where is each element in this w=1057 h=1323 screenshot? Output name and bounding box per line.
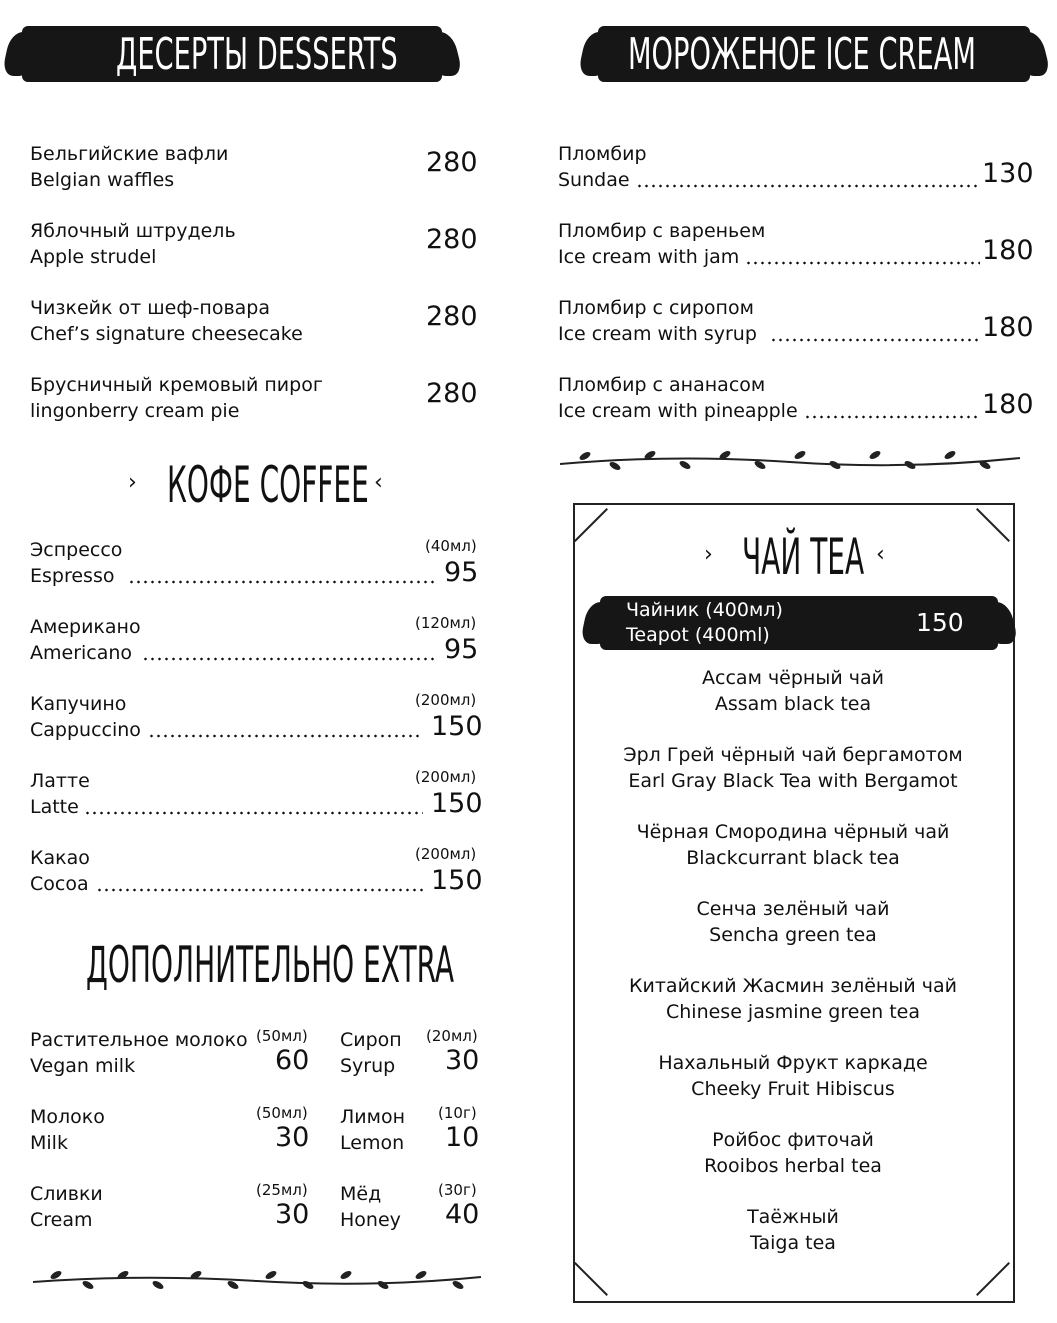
item-price: 30 (275, 1199, 310, 1230)
item-name-en: Milk (30, 1132, 68, 1154)
item-name-en: Latte (30, 796, 79, 818)
item-name-ru: Пломбир с ананасом (558, 374, 766, 396)
dot-leader (142, 657, 436, 661)
item-name-en: Espresso (30, 565, 115, 587)
item-volume: (30г) (438, 1181, 477, 1199)
extra-item (340, 1027, 402, 1079)
icecream-item (558, 141, 647, 193)
item-name-ru: Пломбир с сиропом (558, 297, 754, 319)
tea-item (575, 896, 1011, 948)
dot-leader (84, 811, 423, 815)
extra-item (340, 1104, 405, 1156)
item-price: 130 (982, 158, 1034, 189)
item-name-en: Lemon (340, 1132, 405, 1154)
item-volume: (200мл) (415, 691, 477, 709)
item-name-ru: Брусничный кремовый пирог (30, 374, 323, 396)
item-price: 95 (444, 634, 479, 665)
item-name-en: Earl Gray Black Tea with Bergamot (628, 770, 958, 792)
item-volume: (50мл) (256, 1027, 308, 1045)
item-name-ru: Мёд (340, 1183, 382, 1205)
tea-item (575, 665, 1011, 717)
item-name-ru: Ассам чёрный чай (702, 667, 884, 689)
item-volume: (20мл) (426, 1027, 478, 1045)
tea-item (575, 1127, 1011, 1179)
item-name-ru: Чизкейк от шеф-повара (30, 297, 271, 319)
item-name-en: Ice cream with pineapple (558, 400, 798, 422)
extra-item (30, 1104, 105, 1156)
icecream-item (558, 372, 798, 424)
item-price: 280 (426, 147, 478, 178)
extra-title: ДОПОЛНИТЕЛЬНО EXTRA (86, 936, 455, 994)
item-name-ru: Пломбир с вареньем (558, 220, 766, 242)
item-name-en: Syrup (340, 1055, 396, 1077)
item-price: 30 (445, 1045, 480, 1076)
coffee-item (30, 691, 141, 743)
item-name-ru: Пломбир (558, 143, 647, 165)
item-price: 180 (982, 312, 1034, 343)
item-name-ru: Чёрная Смородина чёрный чай (636, 821, 950, 843)
item-name-ru: Какао (30, 847, 90, 869)
dot-leader (636, 184, 980, 188)
tea-item (575, 1050, 1011, 1102)
item-name-ru: Китайский Жасмин зелёный чай (629, 975, 957, 997)
item-name-en: Americano (30, 642, 133, 664)
item-price: 10 (445, 1122, 480, 1153)
teapot-en: Teapot (400ml) (626, 624, 770, 646)
item-name-ru: Лимон (340, 1106, 406, 1128)
chevron-icon: › (128, 470, 137, 495)
coffee-title: КОФЕ COFFEE (167, 456, 369, 514)
item-name-ru: Эспрессо (30, 539, 123, 561)
dot-leader (745, 261, 980, 265)
tea-item (575, 1204, 1011, 1256)
tea-title: ЧАЙ TEA (742, 528, 865, 586)
item-name-en: Chinese jasmine green tea (665, 1001, 921, 1023)
item-name-ru: Растительное молоко (30, 1029, 248, 1051)
item-name-ru: Молоко (30, 1106, 105, 1128)
vine-ornament-icon (28, 1264, 486, 1294)
item-price: 280 (426, 224, 478, 255)
dot-leader (148, 734, 423, 738)
item-name-ru: Нахальный Фрукт каркаде (658, 1052, 928, 1074)
extra-item (340, 1181, 401, 1233)
item-price: 280 (426, 301, 478, 332)
item-name-en: Cheeky Fruit Hibiscus (691, 1078, 895, 1100)
item-name-en: Blackcurrant black tea (686, 847, 900, 869)
dot-leader (96, 888, 423, 892)
item-name-en: Apple strudel (30, 246, 157, 268)
item-name-ru: Эрл Грей чёрный чай бергамотом (623, 744, 963, 766)
item-volume: (25мл) (256, 1181, 308, 1199)
coffee-item (30, 537, 122, 589)
dessert-item (30, 218, 236, 270)
item-price: 150 (431, 711, 483, 742)
dot-leader (770, 338, 980, 342)
item-price: 40 (445, 1199, 480, 1230)
item-name-en: Ice cream with syrup (558, 323, 757, 345)
item-price: 30 (275, 1122, 310, 1153)
tea-item (575, 973, 1011, 1025)
item-price: 150 (431, 788, 483, 819)
item-name-en: Sencha green tea (709, 924, 877, 946)
item-volume: (40мл) (425, 537, 477, 555)
tea-item (575, 742, 1011, 794)
item-name-en: Cream (30, 1209, 93, 1231)
item-name-en: Ice cream with jam (558, 246, 740, 268)
desserts-title: ДЕСЕРТЫ DESSERTS (116, 29, 398, 80)
item-name-ru: Капучино (30, 693, 127, 715)
item-name-en: Honey (340, 1209, 401, 1231)
item-price: 60 (275, 1045, 310, 1076)
extra-item (30, 1027, 248, 1079)
item-name-en: Vegan milk (30, 1055, 136, 1077)
coffee-item (30, 845, 90, 897)
item-volume: (50мл) (256, 1104, 308, 1122)
item-name-ru: Яблочный штрудель (30, 220, 236, 242)
dessert-item (30, 295, 303, 347)
item-name-en: Taiga tea (750, 1232, 836, 1254)
dessert-item (30, 372, 323, 424)
chevron-icon: ‹ (876, 542, 885, 567)
item-name-ru: Таёжный (747, 1206, 839, 1228)
item-volume: (200мл) (415, 845, 477, 863)
item-name-en: Rooibos herbal tea (704, 1155, 882, 1177)
item-volume: (200мл) (415, 768, 477, 786)
item-name-ru: Бельгийские вафли (30, 143, 229, 165)
item-price: 280 (426, 378, 478, 409)
item-name-ru: Сенча зелёный чай (696, 898, 890, 920)
item-name-ru: Латте (30, 770, 90, 792)
item-name-ru: Ройбос фиточай (712, 1129, 874, 1151)
teapot-price: 150 (916, 608, 964, 637)
chevron-icon: ‹ (374, 470, 383, 495)
dot-leader (128, 580, 436, 584)
item-name-ru: Сливки (30, 1183, 103, 1205)
dot-leader (804, 415, 980, 419)
item-volume: (10г) (438, 1104, 477, 1122)
item-name-en: Sundae (558, 169, 630, 191)
item-name-en: Belgian waffles (30, 169, 175, 191)
tea-item (575, 819, 1011, 871)
extra-item (30, 1181, 103, 1233)
coffee-item (30, 768, 90, 820)
item-name-en: Cocoa (30, 873, 89, 895)
icecream-item (558, 295, 757, 347)
item-price: 180 (982, 235, 1034, 266)
item-name-ru: Американо (30, 616, 141, 638)
item-name-en: Chef’s signature cheesecake (30, 323, 303, 345)
dessert-item (30, 141, 228, 193)
item-name-en: lingonberry cream pie (30, 400, 240, 422)
teapot-ru: Чайник (400мл) (626, 599, 783, 621)
item-name-en: Cappuccino (30, 719, 141, 741)
icecream-title: МОРОЖЕНОЕ ICE CREAM (628, 29, 976, 80)
item-price: 95 (444, 557, 479, 588)
icecream-item (558, 218, 765, 270)
item-price: 180 (982, 389, 1034, 420)
item-name-en: Assam black tea (714, 693, 872, 715)
vine-ornament-icon (555, 444, 1025, 474)
chevron-icon: › (704, 542, 713, 567)
item-volume: (120мл) (415, 614, 477, 632)
coffee-item (30, 614, 141, 666)
item-price: 150 (431, 865, 483, 896)
teapot-label (626, 598, 783, 648)
item-name-ru: Сироп (340, 1029, 402, 1051)
